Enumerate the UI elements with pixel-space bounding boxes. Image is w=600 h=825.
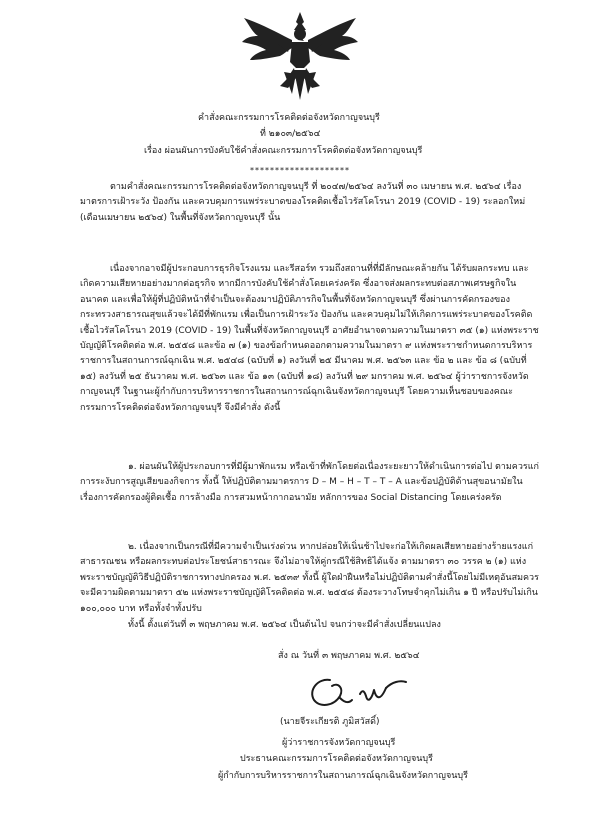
order-title: คำสั่งคณะกรรมการโรคติดต่อจังหวัดกาญจนบุรี: [198, 113, 380, 123]
order-item-1: [80, 460, 540, 506]
garuda-emblem-icon: [240, 10, 360, 102]
order-item-2: [80, 540, 540, 617]
signer-position-governor: ผู้ว่าราชการจังหวัดกาญจนบุรี: [282, 738, 396, 748]
issue-date: สั่ง ณ วันที่ ๓ พฤษภาคม พ.ศ. ๒๕๖๔: [278, 651, 420, 661]
signer-name: (นายจีระเกียรติ ภูมิสวัสดิ์): [280, 717, 380, 727]
body-text: เนื่องจากอาจมีผู้ประกอบการธุรกิจโรงแรม และรีสอร์ท รวมถึงสถานที่ที่มีลักษณะคล้ายกัน ได้รับผลกระทบ และเกิดความเสียหายอย่างมากต่อธุรกิจ หากมีการบังคับใช้คำสั่งโดยเคร่งครัด ซึ่งอาจส่งผลกระทบต่อสภาพเศรษฐกิจในอนาคต และเพื่อให้ผู้ที่ปฏิบัติหน้าที่จำเป็นจะต้องมาปฏิบัติภารกิจในพื้นที่จังหวัดกาญจนบุรี ซึ่งผ่านการคัดกรองของกระทรวงสาธารณสุขแล้วจะได้มีที่พักแรม เพื่อเป็นการเฝ้าระวัง ป้องกัน และควบคุมไม่ให้เกิดการแพร่ระบาดของโรคติดเชื้อไวรัสโคโรนา 2019 (COVID - 19) ในพื้นที่จังหวัดกาญจนบุรี อาศัยอำนาจตามความในมาตรา ๓๕ (๑) แห่งพระราชบัญญัติโรคติดต่อ พ.ศ. ๒๕๕๘ และข้อ ๗ (๑) ของข้อกำหนดออกตามความในมาตรา ๙ แห่งพระราชกำหนดการบริหารราชการในสถานการณ์ฉุกเฉิน พ.ศ. ๒๕๔๘ (ฉบับที่ ๑) ลงวันที่ ๒๕ มีนาคม พ.ศ. ๒๕๖๓ และ ข้อ ๒ และ ข้อ ๘ (ฉบับที่ ๑๕) ลงวันที่ ๒๕ ธันวาคม พ.ศ. ๒๕๖๓ และ ข้อ ๑๓ (ฉบับที่ ๑๘) ลงวันที่ ๒๙ มกราคม พ.ศ. ๒๕๖๔ ผู้ว่าราชการจังหวัดกาญจนบุรี ในฐานะผู้กำกับการบริหารราชการในสถานการณ์ฉุกเฉินจังหวัดกาญจนบุรี โดยความเห็นชอบของคณะกรรมการโรคติดต่อจังหวัดกาญจนบุรี จึงมีคำสั่ง ดังนี้: [80, 264, 539, 413]
order-number: ที่ ๒๑๐๓/๒๕๖๔: [260, 129, 321, 139]
separator-stars: ********************: [250, 166, 350, 175]
signer-position-chairman: ประธานคณะกรรมการโรคติดต่อจังหวัดกาญจนบุรี: [240, 754, 433, 764]
order-item-text: ๑. ผ่อนผันให้ผู้ประกอบการที่มีผู้มาพักแรม หรือเข้าที่พักโดยต่อเนื่องระยะยาวให้ดำเนินการต่อไป ตามควรแก่การระงับการสูญเสียของกิจการ ทั้งนี้ ให้ปฏิบัติตามมาตรการ D – M – H – T – T – A และข้อปฏิบัติด้านสุขอนามัยในเรื่องการคัดกรองผู้ติดเชื้อ การล้างมือ การสวมหน้ากากอนามัย หลักการของ Social Distancing โดยเคร่งครัด: [80, 462, 539, 503]
intro-paragraph: [80, 180, 540, 226]
order-item-text: ๒. เนื่องจากเป็นกรณีที่มีความจำเป็นเร่งด่วน หากปล่อยให้เนิ่นช้าไปจะก่อให้เกิดผลเสียหายอย่างร้ายแรงแก่สาธารณชน หรือผลกระทบต่อประโยชน์สาธารณะ จึงไม่อาจให้คู่กรณีใช้สิทธิได้แจ้ง ตามมาตรา ๓๐ วรรค ๒ (๑) แห่งพระราชบัญญัติวิธีปฏิบัติราชการทางปกครอง พ.ศ. ๒๕๓๙ ทั้งนี้ ผู้ใดฝ่าฝืนหรือไม่ปฏิบัติตามคำสั่งนี้โดยไม่มีเหตุอันสมควรจะมีความผิดตามมาตรา ๕๒ แห่งพระราชบัญญัติโรคติดต่อ พ.ศ. ๒๕๕๘ ต้องระวางโทษจำคุกไม่เกิน ๑ ปี หรือปรับไม่เกิน ๑๐๐,๐๐๐ บาท หรือทั้งจำทั้งปรับ: [80, 542, 539, 614]
order-subject: เรื่อง ผ่อนผันการบังคับใช้คำสั่งคณะกรรมการโรคติดต่อจังหวัดกาญจนบุรี: [144, 146, 423, 156]
intro-text: ตามคำสั่งคณะกรรมการโรคติดต่อจังหวัดกาญจนบุรี ที่ ๒๐๔๗/๒๕๖๔ ลงวันที่ ๓๐ เมษายน พ.ศ. ๒๕๖๔ เรื่อง มาตรการเฝ้าระวัง ป้องกัน และควบคุมการแพร่ระบาดของโรคติดเชื้อไวรัสโคโรนา 2019 (COVID - 19) ระลอกใหม่ (เดือนเมษายน ๒๕๖๔) ในพื้นที่จังหวัดกาญจนบุรี นั้น: [80, 182, 526, 223]
signer-position-emergency: ผู้กำกับการบริหารราชการในสถานการณ์ฉุกเฉินจังหวัดกาญจนบุรี: [218, 771, 468, 781]
handwritten-signature: [300, 668, 410, 714]
effective-paragraph: [80, 618, 540, 633]
body-paragraph: [80, 262, 540, 416]
effective-text: ทั้งนี้ ตั้งแต่วันที่ ๓ พฤษภาคม พ.ศ. ๒๕๖๔ เป็นต้นไป จนกว่าจะมีคำสั่งเปลี่ยนแปลง: [128, 620, 441, 630]
